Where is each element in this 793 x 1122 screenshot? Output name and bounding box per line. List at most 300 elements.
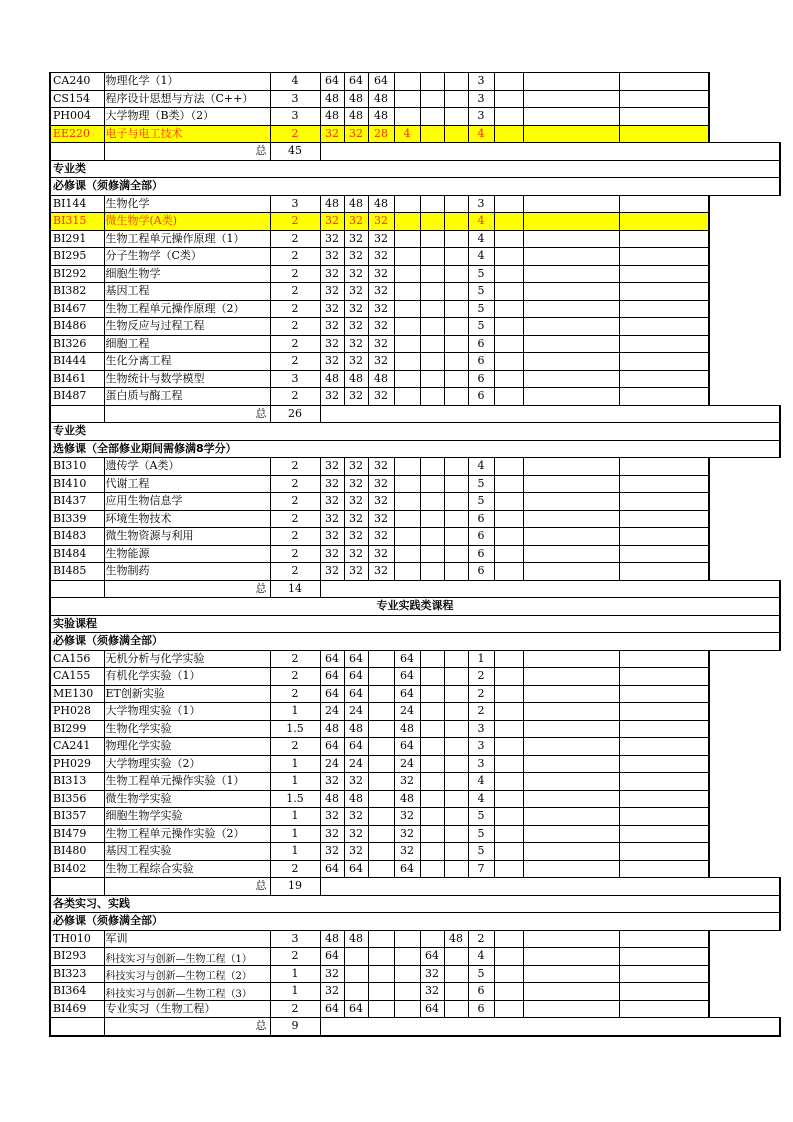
course-value: 48 <box>344 930 368 948</box>
empty-cell <box>523 755 619 773</box>
course-value: 48 <box>344 720 368 738</box>
course-value <box>394 475 420 493</box>
course-value <box>444 458 468 476</box>
course-name: 细胞生物学 <box>104 265 270 283</box>
course-value: 32 <box>344 493 368 511</box>
section-title: 各类实习、实践 <box>50 895 780 913</box>
empty-cell <box>523 948 619 966</box>
course-name: 生物制药 <box>104 563 270 581</box>
course-name: 生物工程单元操作原理（1） <box>104 230 270 248</box>
course-value: 5 <box>468 475 494 493</box>
total-label: 总 <box>104 878 270 896</box>
course-value <box>444 388 468 406</box>
course-value: 32 <box>420 965 444 983</box>
course-value <box>394 948 420 966</box>
empty-cell <box>494 73 523 91</box>
total-value: 14 <box>270 580 320 598</box>
course-value: 32 <box>368 458 394 476</box>
course-value: 6 <box>468 1000 494 1018</box>
empty-cell <box>619 528 709 546</box>
course-value <box>394 108 420 126</box>
empty-cell <box>494 528 523 546</box>
course-value: 32 <box>344 300 368 318</box>
course-value: 6 <box>468 545 494 563</box>
course-value: 64 <box>320 1000 344 1018</box>
empty-cell <box>494 370 523 388</box>
course-name: 应用生物信息学 <box>104 493 270 511</box>
course-code: BI323 <box>50 965 104 983</box>
course-code: BI144 <box>50 195 104 213</box>
course-code: BI484 <box>50 545 104 563</box>
course-value <box>420 213 444 231</box>
course-code: CA155 <box>50 668 104 686</box>
empty-cell <box>619 230 709 248</box>
course-value: 2 <box>270 125 320 143</box>
course-code: TH010 <box>50 930 104 948</box>
course-value: 24 <box>394 755 420 773</box>
empty-cell <box>494 353 523 371</box>
empty-cell <box>619 335 709 353</box>
course-value <box>368 1000 394 1018</box>
course-row <box>50 230 780 248</box>
course-row <box>50 458 780 476</box>
course-code: PH029 <box>50 755 104 773</box>
course-value: 32 <box>344 510 368 528</box>
empty-cell <box>494 930 523 948</box>
course-code: BI467 <box>50 300 104 318</box>
empty-cell <box>494 790 523 808</box>
course-value <box>444 1000 468 1018</box>
course-value <box>444 493 468 511</box>
empty-cell <box>523 475 619 493</box>
empty-cell <box>619 773 709 791</box>
course-value <box>444 948 468 966</box>
course-value: 5 <box>468 965 494 983</box>
course-code: BI292 <box>50 265 104 283</box>
course-value <box>394 265 420 283</box>
course-value <box>368 930 394 948</box>
course-value <box>420 773 444 791</box>
total-label: 总 <box>104 405 270 423</box>
course-value: 4 <box>394 125 420 143</box>
course-value <box>368 843 394 861</box>
course-value: 32 <box>320 493 344 511</box>
empty-cell <box>494 563 523 581</box>
empty-cell <box>523 300 619 318</box>
course-value: 2 <box>270 300 320 318</box>
course-value: 32 <box>394 808 420 826</box>
empty-cell <box>523 685 619 703</box>
course-value: 2 <box>270 283 320 301</box>
course-value: 48 <box>368 195 394 213</box>
course-row <box>50 300 780 318</box>
course-value: 32 <box>420 983 444 1001</box>
course-value: 32 <box>320 773 344 791</box>
course-value <box>444 825 468 843</box>
course-value: 2 <box>468 685 494 703</box>
course-value <box>344 983 368 1001</box>
course-value: 32 <box>344 283 368 301</box>
empty-cell <box>494 213 523 231</box>
course-value <box>368 860 394 878</box>
course-row <box>50 108 780 126</box>
course-value: 32 <box>344 318 368 336</box>
course-value: 3 <box>468 90 494 108</box>
course-value <box>420 318 444 336</box>
course-value <box>394 930 420 948</box>
empty-cell <box>619 668 709 686</box>
course-value: 32 <box>320 825 344 843</box>
course-value <box>444 475 468 493</box>
course-value <box>444 90 468 108</box>
course-code: BI315 <box>50 213 104 231</box>
course-value <box>420 738 444 756</box>
course-value <box>394 510 420 528</box>
section-title: 专业类 <box>50 423 780 441</box>
course-value: 48 <box>320 930 344 948</box>
empty-cell <box>523 283 619 301</box>
empty-cell <box>494 265 523 283</box>
course-code: BI295 <box>50 248 104 266</box>
total-row <box>50 1018 780 1036</box>
course-name: 大学物理（B类）（2） <box>104 108 270 126</box>
course-code: BI486 <box>50 318 104 336</box>
course-code: ME130 <box>50 685 104 703</box>
empty-cell <box>619 300 709 318</box>
course-row <box>50 248 780 266</box>
empty-cell <box>523 930 619 948</box>
course-name: 环境生物技术 <box>104 510 270 528</box>
course-value <box>444 738 468 756</box>
course-row <box>50 755 780 773</box>
course-value <box>394 1000 420 1018</box>
course-value: 4 <box>468 948 494 966</box>
course-name: 生物反应与过程工程 <box>104 318 270 336</box>
empty-cell <box>619 825 709 843</box>
course-value: 32 <box>320 125 344 143</box>
course-value: 32 <box>344 388 368 406</box>
course-value: 64 <box>320 650 344 668</box>
empty-cell <box>619 73 709 91</box>
course-row <box>50 983 780 1001</box>
total-label: 总 <box>104 580 270 598</box>
course-value: 6 <box>468 353 494 371</box>
course-value <box>368 685 394 703</box>
course-code: BI326 <box>50 335 104 353</box>
empty-cell <box>619 650 709 668</box>
course-value: 64 <box>344 860 368 878</box>
course-value <box>420 685 444 703</box>
course-name: 基因工程实验 <box>104 843 270 861</box>
course-value <box>394 300 420 318</box>
course-value: 32 <box>368 335 394 353</box>
course-value: 2 <box>270 510 320 528</box>
course-value <box>420 353 444 371</box>
empty-cell <box>523 1000 619 1018</box>
course-value: 2 <box>270 528 320 546</box>
course-value: 4 <box>468 248 494 266</box>
course-value: 32 <box>344 213 368 231</box>
course-value: 32 <box>368 353 394 371</box>
empty-cell <box>523 808 619 826</box>
course-value: 2 <box>270 213 320 231</box>
course-value <box>394 370 420 388</box>
empty-cell <box>619 930 709 948</box>
course-value: 32 <box>320 230 344 248</box>
course-value <box>420 370 444 388</box>
course-value: 6 <box>468 983 494 1001</box>
course-value <box>368 650 394 668</box>
course-value <box>444 703 468 721</box>
empty-cell <box>523 353 619 371</box>
course-row <box>50 195 780 213</box>
course-value: 2 <box>270 1000 320 1018</box>
course-value: 48 <box>368 108 394 126</box>
course-value <box>444 983 468 1001</box>
course-value: 3 <box>468 73 494 91</box>
course-value: 1.5 <box>270 720 320 738</box>
empty-cell <box>494 90 523 108</box>
course-name: 代谢工程 <box>104 475 270 493</box>
course-row <box>50 948 780 966</box>
course-name: 物理化学实验 <box>104 738 270 756</box>
empty-cell <box>523 773 619 791</box>
course-value: 32 <box>368 510 394 528</box>
course-value: 6 <box>468 370 494 388</box>
course-value: 32 <box>344 808 368 826</box>
course-value <box>444 773 468 791</box>
course-code: CA156 <box>50 650 104 668</box>
empty-cell <box>523 388 619 406</box>
empty-cell <box>494 475 523 493</box>
course-value: 48 <box>344 790 368 808</box>
empty-cell <box>523 493 619 511</box>
course-value <box>444 335 468 353</box>
course-name: 科技实习与创新—生物工程（3） <box>104 983 270 1001</box>
course-value <box>368 738 394 756</box>
course-value: 48 <box>320 720 344 738</box>
course-value <box>444 370 468 388</box>
course-value <box>444 563 468 581</box>
course-value: 4 <box>468 773 494 791</box>
course-value <box>394 213 420 231</box>
course-value: 2 <box>270 650 320 668</box>
course-value <box>420 283 444 301</box>
empty-cell <box>494 388 523 406</box>
empty-cell <box>494 738 523 756</box>
course-name: 生物统计与数学模型 <box>104 370 270 388</box>
course-value: 32 <box>320 965 344 983</box>
course-code: PH004 <box>50 108 104 126</box>
category-title: 专业实践类课程 <box>50 598 780 616</box>
course-value <box>420 703 444 721</box>
course-value <box>420 755 444 773</box>
empty-cell <box>523 965 619 983</box>
course-value: 4 <box>270 73 320 91</box>
course-value <box>420 808 444 826</box>
section-title: 实验课程 <box>50 615 780 633</box>
course-value <box>420 248 444 266</box>
course-code: BI299 <box>50 720 104 738</box>
empty-cell <box>619 90 709 108</box>
course-value <box>444 860 468 878</box>
empty-cell <box>523 370 619 388</box>
course-value <box>368 983 394 1001</box>
course-value <box>420 930 444 948</box>
course-value: 2 <box>270 563 320 581</box>
course-value <box>420 108 444 126</box>
course-value <box>394 230 420 248</box>
empty-cell <box>523 248 619 266</box>
course-value: 32 <box>320 983 344 1001</box>
course-value: 3 <box>468 108 494 126</box>
course-value: 32 <box>320 808 344 826</box>
empty-cell <box>619 353 709 371</box>
course-value: 1 <box>270 755 320 773</box>
course-value <box>420 790 444 808</box>
course-value: 3 <box>468 720 494 738</box>
empty-cell <box>523 90 619 108</box>
empty-cell <box>619 755 709 773</box>
course-value: 32 <box>344 773 368 791</box>
empty-cell <box>320 405 780 423</box>
empty-cell <box>523 265 619 283</box>
course-name: 科技实习与创新—生物工程（2） <box>104 965 270 983</box>
section-title: 必修课（须修满全部） <box>50 178 780 196</box>
course-value: 32 <box>320 563 344 581</box>
course-value: 32 <box>320 458 344 476</box>
course-value: 48 <box>344 195 368 213</box>
course-value: 24 <box>394 703 420 721</box>
empty-cell <box>494 860 523 878</box>
course-value <box>444 510 468 528</box>
empty-cell <box>494 948 523 966</box>
empty-cell <box>494 703 523 721</box>
course-value: 64 <box>344 668 368 686</box>
course-code: BI356 <box>50 790 104 808</box>
section-header <box>50 615 780 633</box>
empty-cell <box>523 983 619 1001</box>
empty-cell <box>523 668 619 686</box>
course-row <box>50 685 780 703</box>
course-value <box>394 493 420 511</box>
course-value: 3 <box>270 108 320 126</box>
course-row <box>50 860 780 878</box>
course-name: 分子生物学（C类） <box>104 248 270 266</box>
empty-cell <box>523 860 619 878</box>
empty-cell <box>619 703 709 721</box>
course-value: 3 <box>270 930 320 948</box>
course-row <box>50 965 780 983</box>
course-value <box>444 720 468 738</box>
course-value: 32 <box>344 825 368 843</box>
course-code: BI437 <box>50 493 104 511</box>
course-name: 生物化学实验 <box>104 720 270 738</box>
empty-cell <box>619 545 709 563</box>
course-value: 32 <box>320 283 344 301</box>
course-value <box>420 650 444 668</box>
course-value <box>420 335 444 353</box>
empty-cell <box>523 738 619 756</box>
empty-cell <box>619 493 709 511</box>
course-value: 48 <box>394 720 420 738</box>
course-value: 2 <box>270 265 320 283</box>
empty-cell <box>494 510 523 528</box>
course-name: 遗传学（A类） <box>104 458 270 476</box>
empty-cell <box>494 773 523 791</box>
empty-cell <box>523 720 619 738</box>
course-value: 48 <box>320 790 344 808</box>
course-value <box>368 808 394 826</box>
course-value: 2 <box>270 248 320 266</box>
empty-cell <box>619 808 709 826</box>
course-value: 32 <box>320 300 344 318</box>
course-value: 32 <box>368 265 394 283</box>
course-code: CA241 <box>50 738 104 756</box>
course-value: 32 <box>320 545 344 563</box>
course-value: 32 <box>368 213 394 231</box>
total-value: 26 <box>270 405 320 423</box>
course-row <box>50 388 780 406</box>
course-value: 64 <box>394 860 420 878</box>
course-value: 32 <box>344 248 368 266</box>
course-value: 64 <box>394 738 420 756</box>
course-value: 3 <box>270 195 320 213</box>
course-value: 5 <box>468 318 494 336</box>
course-value: 32 <box>344 230 368 248</box>
course-value <box>394 90 420 108</box>
course-value <box>368 948 394 966</box>
course-code: BI339 <box>50 510 104 528</box>
course-value: 32 <box>344 843 368 861</box>
course-value: 5 <box>468 265 494 283</box>
course-value <box>394 983 420 1001</box>
course-code: BI483 <box>50 528 104 546</box>
course-value: 32 <box>368 300 394 318</box>
empty-cell <box>619 475 709 493</box>
course-value: 24 <box>344 755 368 773</box>
course-value: 32 <box>320 353 344 371</box>
course-value <box>444 300 468 318</box>
empty-cell <box>619 108 709 126</box>
empty-cell <box>494 108 523 126</box>
course-value <box>444 808 468 826</box>
course-value <box>420 230 444 248</box>
course-value: 32 <box>344 458 368 476</box>
empty-cell <box>619 265 709 283</box>
course-value <box>420 528 444 546</box>
course-value: 32 <box>320 843 344 861</box>
course-value: 64 <box>320 73 344 91</box>
course-code: BI461 <box>50 370 104 388</box>
course-value: 2 <box>270 493 320 511</box>
course-value <box>444 790 468 808</box>
course-code: BI357 <box>50 808 104 826</box>
course-value: 2 <box>270 335 320 353</box>
course-value: 32 <box>368 475 394 493</box>
course-value: 32 <box>320 318 344 336</box>
course-name: 大学物理实验（2） <box>104 755 270 773</box>
course-value <box>444 108 468 126</box>
course-name: ET创新实验 <box>104 685 270 703</box>
section-header <box>50 440 780 458</box>
empty-cell <box>523 563 619 581</box>
course-value <box>420 125 444 143</box>
course-value: 32 <box>344 125 368 143</box>
course-code: CS154 <box>50 90 104 108</box>
empty-cell <box>494 300 523 318</box>
course-name: 生物化学 <box>104 195 270 213</box>
